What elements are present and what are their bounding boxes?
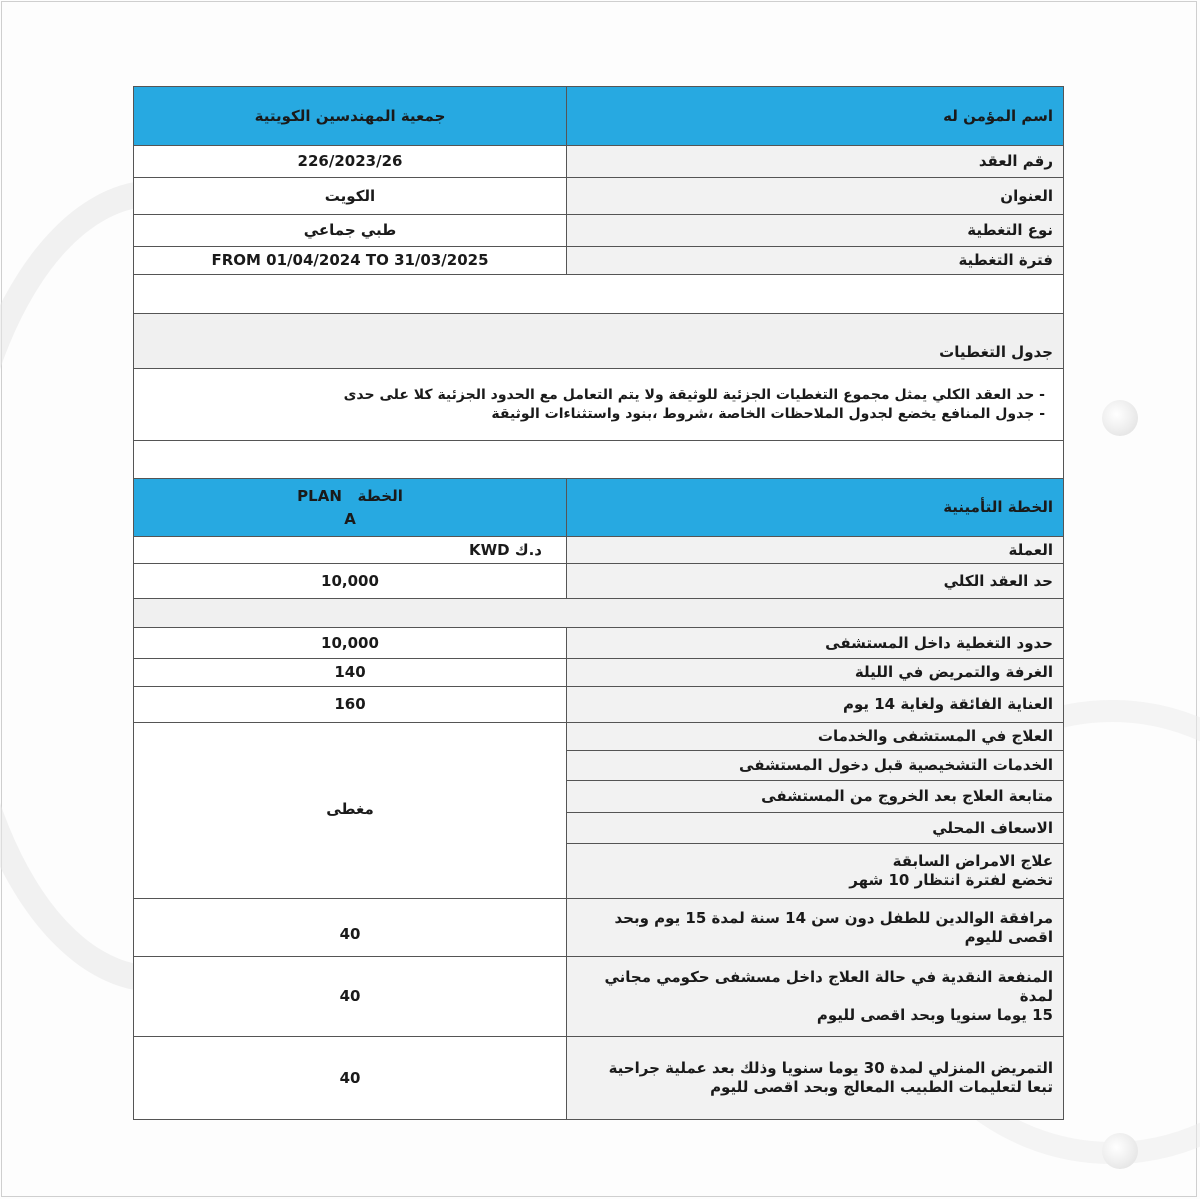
room-board-value: 140 [134,659,567,687]
punch-hole-bottom [1102,1133,1138,1169]
spacer-row-3 [134,599,1064,628]
home-nursing-line-1: التمريض المنزلي لمدة 30 يوما سنويا وذلك بعد عملية جراحية [608,1059,1053,1078]
currency-en: KWD [468,540,510,559]
note-line-2: - جدول المنافع يخضع لجدول الملاحظات الخاصة ،شروط ،بنود واستثناءات الوثيقة [491,405,1045,422]
coverage-type-label: نوع التغطية [567,215,1064,247]
covered-item-2: الخدمات التشخيصية قبل دخول المستشفى [567,751,1064,781]
covered-item-3: متابعة العلاج بعد الخروج من المستشفى [567,781,1064,813]
icu-value: 160 [134,687,567,723]
note-line-1: - حد العقد الكلي يمثل مجموع التغطيات الجزئية للوثيقة ولا يتم التعامل مع الحدود الجزئية كلا على حدى [343,387,1045,404]
spacer-row-1 [134,275,1064,314]
inpatient-limit-label: حدود التغطية داخل المستشفى [567,628,1064,659]
coverage-type-row [134,215,1064,247]
covered-value: مغطى [134,723,567,899]
policy-schedule-table [133,86,1064,1120]
total-limit-row [134,564,1064,599]
plan-title-line [297,485,403,508]
punch-hole-top [1102,400,1138,436]
icu-label: العناية الفائقة ولغاية 14 يوم [567,687,1064,723]
contract-row [134,146,1064,178]
cash-benefit-line-2: 15 يوما سنويا وبحد اقصى لليوم [816,1005,1053,1024]
parent-companion-label [567,899,1064,957]
cash-benefit-row [134,957,1064,1037]
address-value: الكويت [134,178,567,215]
currency-label: العملة [567,537,1064,564]
contract-label: رقم العقد [567,146,1064,178]
room-board-row [134,659,1064,687]
notes-row [134,369,1064,441]
plan-code: A [344,509,356,528]
address-label: العنوان [567,178,1064,215]
cash-benefit-value: 40 [134,957,567,1037]
cash-benefit-label [567,957,1064,1037]
insured-value: جمعية المهندسين الكويتية [134,87,567,146]
address-row [134,178,1064,215]
covered-item-4: الاسعاف المحلي [567,813,1064,844]
plan-ar: الخطة [357,487,403,505]
plan-header-value [134,479,567,537]
coverage-section-title: جدول التغطيات [134,314,1064,369]
currency-value [134,537,567,564]
covered-row-1 [134,723,1064,751]
plan-header-label: الخطة التأمينية [567,479,1064,537]
cash-benefit-line-1: المنفعة النقدية في حالة العلاج داخل مسشفى حكومي مجاني لمدة [604,968,1053,1006]
coverage-section-row [134,314,1064,369]
total-limit-label: حد العقد الكلي [567,564,1064,599]
inpatient-limit-value: 10,000 [134,628,567,659]
preexisting-line-2: تخضع لفترة انتظار 10 شهر [849,871,1053,889]
total-limit-value: 10,000 [134,564,567,599]
home-nursing-label [567,1037,1064,1120]
home-nursing-line-2: تبعا لتعليمات الطبيب المعالج وبحد اقصى لليوم [710,1078,1053,1096]
preexisting-cell [567,844,1064,899]
insured-row [134,87,1064,146]
coverage-period-row [134,247,1064,275]
insured-label: اسم المؤمن له [567,87,1064,146]
preexisting-line-1: علاج الامراض السابقة [892,852,1053,871]
inpatient-limit-row [134,628,1064,659]
plan-word: PLAN [297,487,342,505]
currency-row [134,537,1064,564]
currency-ar: د.ك [514,540,542,559]
room-board-label: الغرفة والتمريض في الليلة [567,659,1064,687]
parent-companion-line-2: اقصى لليوم [964,927,1053,946]
contract-value: 226/2023/26 [134,146,567,178]
icu-row [134,687,1064,723]
coverage-period-value: FROM 01/04/2024 TO 31/03/2025 [134,247,567,275]
parent-companion-value: 40 [134,899,567,957]
parent-companion-line-1: مرافقة الوالدين للطفل دون سن 14 سنة لمدة 15 يوم وبحد [614,908,1053,927]
coverage-notes [134,369,1064,441]
plan-box [297,485,403,530]
coverage-type-value: طبي جماعي [134,215,567,247]
home-nursing-row [134,1037,1064,1120]
coverage-period-label: فترة التغطية [567,247,1064,275]
home-nursing-value: 40 [134,1037,567,1120]
covered-item-1: العلاج في المستشفى والخدمات [567,723,1064,751]
spacer-row-2 [134,441,1064,479]
plan-header-row [134,479,1064,537]
parent-companion-row [134,899,1064,957]
